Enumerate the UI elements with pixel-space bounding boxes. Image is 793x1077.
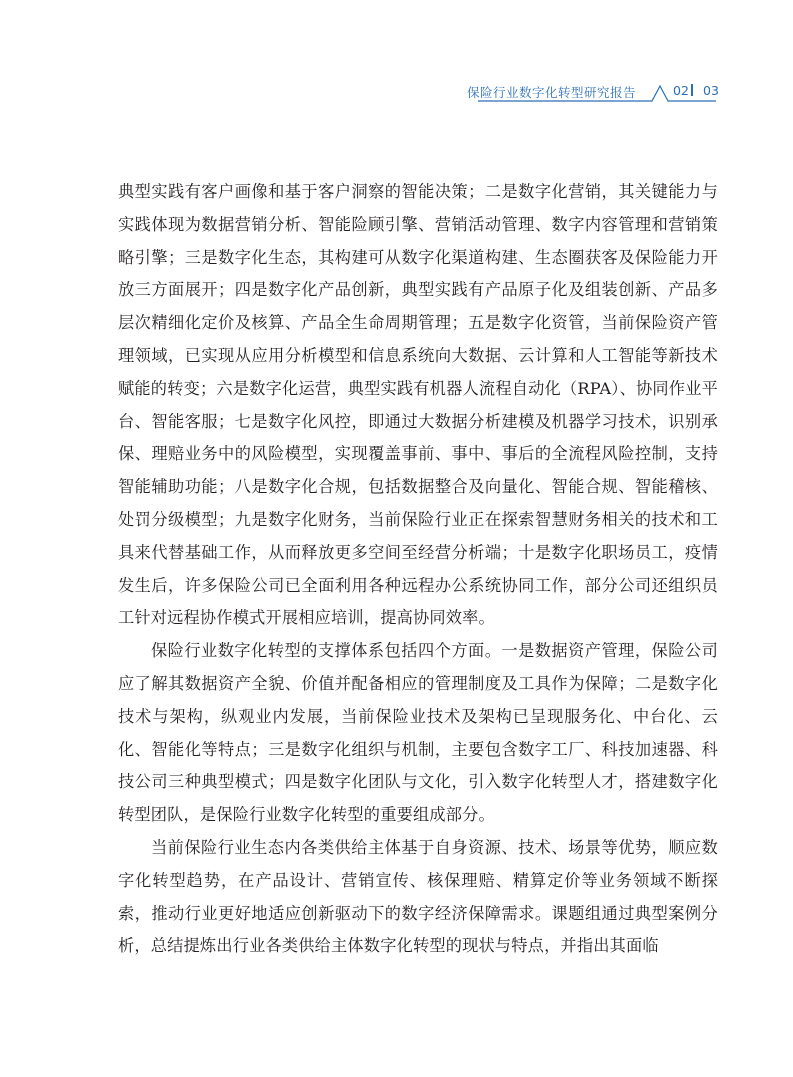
page-number-left: 02: [673, 83, 689, 98]
paragraph-continued: 典型实践有客户画像和基于客户洞察的智能决策；二是数字化营销，其关键能力与实践体现为数据营销分析、智能险顾引擎、营销活动管理、数字内容管理和营销策略引擎；三是数字化生态，其构建可从数字化渠道构建、生态圈获客及保险能力开放三方面展开；四是数字化产品创新，典型实践有产品原子化及组装创新、产品多层次精细化定价及核算、产品全生命周期管理；五是数字化资管，当前保险资产管理领域，已实现从应用分析模型和信息系统向大数据、云计算和人工智能等新技术赋能的转变；六是数字化运营，典型实践有机器人流程自动化（RPA）、协同作业平台、智能客服；七是数字化风控，即通过大数据分析建模及机器学习技术，识别承保、理赔业务中的风险模型，实现覆盖事前、事中、事后的全流程风险控制，支持智能辅助功能；八是数字化合规，包括数据整合及向量化、智能合规、智能稽核、处罚分级模型；九是数字化财务，当前保险行业正在探索智慧财务相关的技术和工具来代替基础工作，从而释放更多空间至经营分析端；十是数字化职场员工，疫情发生后，许多保险公司已全面利用各种远程办公系统协同工作，部分公司还组织员工针对远程协作模式开展相应培训，提高协同效率。: [118, 182, 718, 628]
page-header: [0, 80, 793, 106]
body-text: [118, 176, 718, 963]
paragraph-industry-ecosystem: 当前保险行业生态内各类供给主体基于自身资源、技术、场景等优势，顺应数字化转型趋势，在产品设计、营销宣传、核保理赔、精算定价等业务领域不断探索，推动行业更好地适应创新驱动下的数字经济保障需求。课题组通过典型案例分析，总结提炼出行业各类供给主体数字化转型的现状与特点，并指出其面临: [118, 837, 718, 956]
page-number-right: 03: [703, 83, 719, 98]
header-title: 保险行业数字化转型研究报告: [466, 85, 636, 100]
paragraph-support-system: 保险行业数字化转型的支撑体系包括四个方面。一是数据资产管理，保险公司应了解其数据资产全貌、价值并配备相应的管理制度及工具作为保障；二是数字化技术与架构，纵观业内发展，当前保险业技术及架构已呈现服务化、中台化、云化、智能化等特点；三是数字化组织与机制，主要包含数字工厂、科技加速器、科技公司三种典型模式；四是数字化团队与文化，引入数字化转型人才，搭建数字化转型团队，是保险行业数字化转型的重要组成部分。: [118, 641, 718, 825]
page-number-separator: [691, 84, 693, 96]
